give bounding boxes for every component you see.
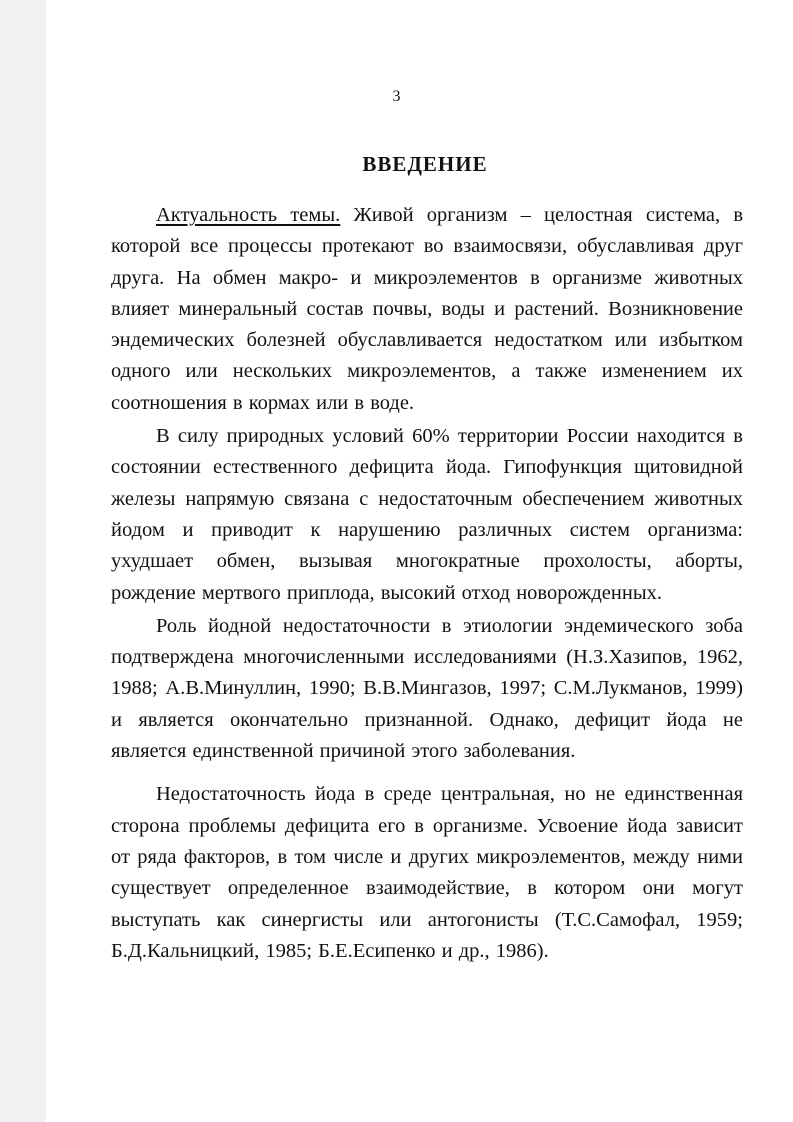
paragraph-iodine-absorption — [111, 779, 743, 967]
body-text — [111, 200, 743, 969]
paragraph-text: Живой организм – целостная система, в которой все процессы протекают во взаимосвязи, обуславливая друг друга. На обмен макро- и микроэлементов в организме животных влияет минеральный состав почвы, воды и растений. Возникновение эндемических болезней обуславливается недостатком или избытком одного или нескольких микроэлементов, а также изменением их соотношения в кормах или в воде. — [111, 204, 743, 414]
page-number: 3 — [392, 88, 401, 105]
paragraph-endemic-goiter — [111, 611, 743, 767]
paragraph-relevance — [111, 200, 743, 419]
page-title: ВВЕДЕНИЕ — [362, 152, 488, 176]
paragraph-iodine-deficiency — [111, 421, 743, 609]
relevance-lead: Актуальность темы. — [156, 204, 341, 226]
paragraph-text: Роль йодной недостаточности в этиологии эндемического зоба подтверждена многочисленными исследованиями (Н.З.Хазипов, 1962, 1988; А.В.Минуллин, 1990; В.В.Мингазов, 1997; С.М.Лукманов, 1999) и является окончательно признанной. Однако, дефицит йода не является единственной причиной этого заболевания. — [111, 614, 743, 763]
paragraph-text: Недостаточность йода в среде центральная, но не единственная сторона проблемы дефицита его в организме. Усвоение йода зависит от ряда факторов, в том числе и других микроэлементов, между ними существует определенное взаимодействие, в котором они могут выступать как синергисты или антогонисты (Т.С.Самофал, 1959; Б.Д.Кальницкий, 1985; Б.Е.Есипенко и др., 1986). — [111, 783, 743, 962]
paragraph-text: В силу природных условий 60% территории России находится в состоянии естественного дефицита йода. Гипофункция щитовидной железы напрямую связана с недостаточным обеспечением животных йодом и приводит к нарушению различных систем организма: ухудшает обмен, вызывая многократные прохолосты, аборты, рождение мертвого приплода, высокий отход новорожденных. — [111, 425, 743, 604]
